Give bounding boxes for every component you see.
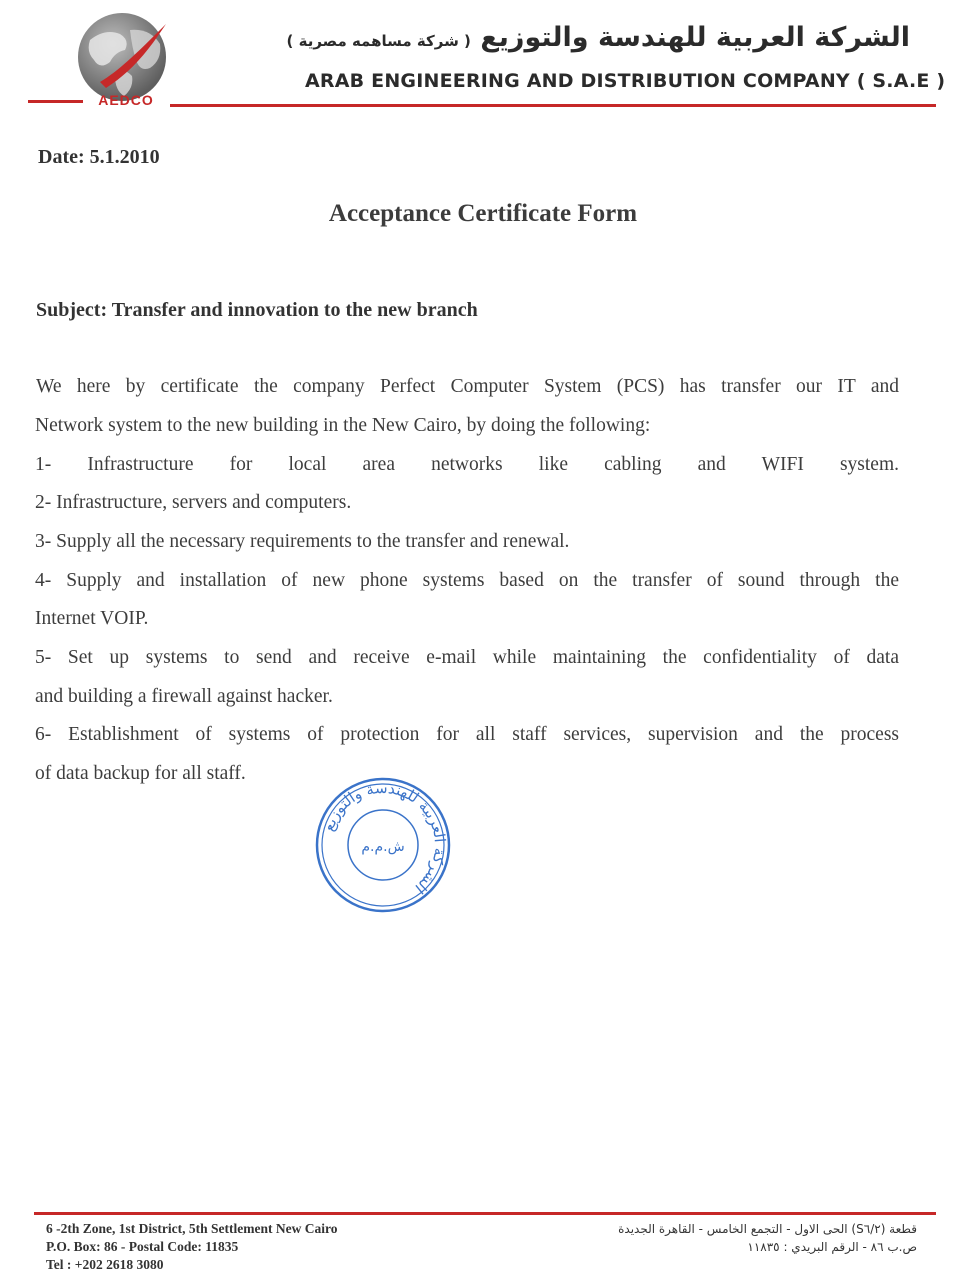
company-name-english: ARAB ENGINEERING AND DISTRIBUTION COMPANY ( S.A.E ): [305, 70, 946, 92]
list-item: 6- Establishment of systems of protection for all staff services, supervision and the process: [35, 724, 899, 745]
list-item: 4- Supply and installation of new phone systems based on the transfer of sound through the: [35, 570, 899, 591]
footer-rule: [34, 1212, 936, 1215]
subject-line: Subject: Transfer and innovation to the new branch: [36, 299, 478, 321]
stamp-center-text: ش.م.م: [361, 839, 405, 855]
list-item: 3- Supply all the necessary requirements to the transfer and renewal.: [35, 531, 570, 552]
list-item-continuation: and building a firewall against hacker.: [35, 686, 333, 707]
company-legal-arabic: ( شركة مساهمه مصرية ): [286, 32, 471, 50]
list-item: 2- Infrastructure, servers and computers.: [35, 492, 352, 513]
page-title: Acceptance Certificate Form: [328, 200, 638, 227]
footer-address-line: 6 -2th Zone, 1st District, 5th Settlement New Cairo: [46, 1221, 338, 1236]
footer-address-arabic-line: ص.ب ٨٦ - الرقم البريدي : ١١٨٣٥: [747, 1240, 917, 1254]
list-item-continuation: Internet VOIP.: [35, 608, 149, 629]
header-rule-right: [170, 104, 936, 107]
list-item: 1- Infrastructure for local area networks like cabling and WIFI system.: [35, 454, 899, 475]
footer-address-arabic-line: قطعة (S٦/٢) الحى الاول - التجمع الخامس - القاهرة الجديدة: [618, 1222, 917, 1236]
footer-address-line: P.O. Box: 86 - Postal Code: 11835: [46, 1239, 239, 1254]
list-item-continuation: of data backup for all staff.: [35, 763, 246, 784]
body-line: We here by certificate the company Perfect Computer System (PCS) has transfer our IT and: [36, 376, 899, 397]
list-item: 5- Set up systems to send and receive e-mail while maintaining the confidentiality of data: [35, 647, 899, 668]
company-stamp: [313, 775, 453, 915]
body-line: Network system to the new building in the New Cairo, by doing the following:: [35, 415, 651, 436]
company-name-arabic-main: الشركة العربية للهندسة والتوزيع: [480, 22, 910, 53]
footer-address-line: Tel : +202 2618 3080: [46, 1257, 164, 1272]
company-name-arabic: [286, 22, 910, 53]
stamp-ring-text: الشركة العربية للهندسة والتوزيع: [319, 778, 450, 898]
document-date: Date: 5.1.2010: [38, 146, 160, 168]
logo-wordmark: AEDCO: [98, 92, 154, 108]
header-rule-left: [28, 100, 83, 103]
